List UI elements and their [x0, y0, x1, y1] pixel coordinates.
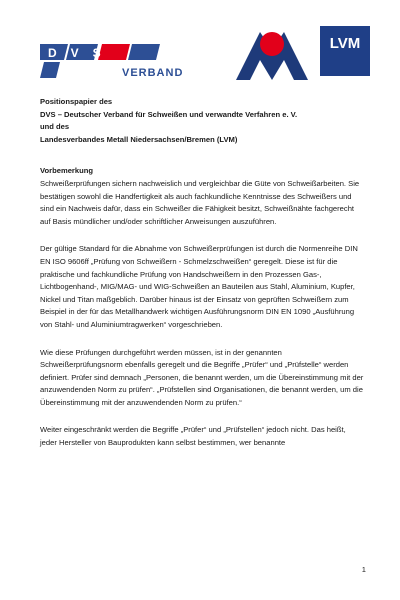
metall-m-logo: [236, 26, 308, 82]
m-logo-red-circle: [260, 32, 284, 56]
title-line: und des: [40, 122, 70, 132]
paragraph: Der gültige Standard für die Abnahme von Schweißerprüfungen ist durch die Normenreihe DIN EN ISO 9606ff „Prüfung von Schweißern - Schmelzschweißen“ geregelt. Diese ist für die praktische und fachkundliche Prüfung von Handschweißern in den Prozessen Gas-, Lichtbogenhand-, MIG/MAG- und WIG-Schweißen an Bauteilen aus Stahl, Aluminium, Kupfer, Nickel und Titan maßgeblich. Darüber hinaus ist der Einsatz von geprüften Schweißern zum Beispiel in der für das Metallhandwerk wichtigen Ausführungsnorm DIN EN 1090 „Ausführung von Stahl- und Aluminiumtragwerken“ vorgeschrieben.: [40, 244, 358, 329]
dvs-logo-bar: [128, 44, 160, 60]
document-body: [40, 96, 364, 450]
dvs-logo-bar: [40, 62, 60, 78]
dvs-logo-word: VERBAND: [122, 67, 184, 79]
title-line: Positionspapier des: [40, 97, 113, 106]
dvs-logo-letters: DVS: [48, 46, 115, 60]
lvm-logo: [320, 26, 370, 76]
dvs-logo-graphic: [40, 40, 190, 84]
title-line: Landesverbandes Metall Niedersachsen/Bremen (LVM): [40, 134, 238, 144]
paragraph: Weiter eingeschränkt werden die Begriffe „Prüfer“ und „Prüfstellen“ jedoch nicht. Das heißt, jeder Hersteller von Bauprodukten kann selbst bestimmen, wer benannte: [40, 425, 346, 448]
page-number: 1: [361, 565, 366, 574]
paragraph: Schweißerprüfungen sichern nachweislich und vergleichbar die Güte von Schweißarbeiten. Sie bestätigen sowohl die Handfertigkeit als auch fachkundliche Kenntnisse des Schweißers und sind ein Nachweis dafür, dass ein Schweißer die Fähigkeit besitzt, Schweißnähte fachgerecht auf Basis mündlicher und/oder schriftlicher Anweisungen auszuführen.: [40, 178, 360, 226]
section-heading: Vorbemerkung: [40, 166, 94, 176]
document-title-block: [40, 96, 364, 146]
dvs-verband-logo: [40, 40, 190, 84]
lvm-logo-graphic: [320, 26, 370, 76]
title-line: DVS – Deutscher Verband für Schweißen und verwandte Verfahren e. V.: [40, 109, 298, 119]
paragraph: Wie diese Prüfungen durchgeführt werden müssen, ist in der genannten Schweißerprüfungsnorm ebenfalls geregelt und die Begriffe „Prüfer“ und „Prüfstelle“ werden definiert. Prüfer sind demnach „Personen, die benannt werden, um die Übereinstimmung mit der anzuwendenden Norm zu prüfen“. „Prüfstellen sind Organisationen, die benannt werden, um die Übereinstimmung mit der anzuwendenden Norm zu prüfen.“: [40, 347, 364, 407]
lvm-logo-text: LVM: [329, 35, 361, 52]
metall-m-graphic: [236, 26, 308, 82]
